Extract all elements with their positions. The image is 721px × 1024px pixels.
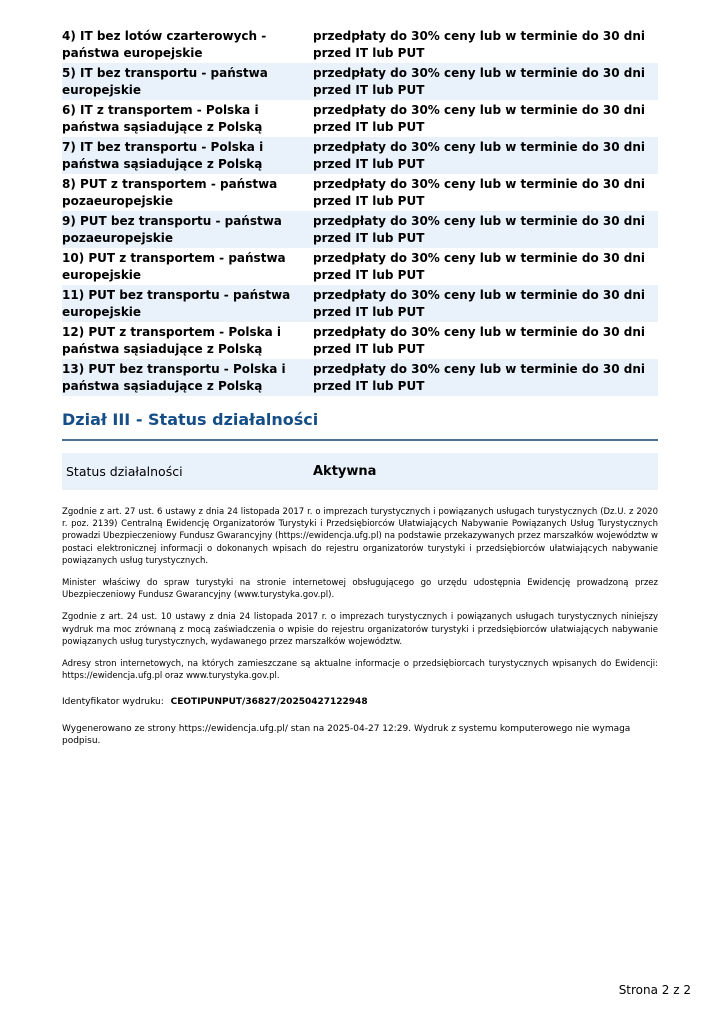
row-category-label: 6) IT z transportem - Polska i państwa sąsiadujące z Polską <box>62 103 263 134</box>
row-prepayment-value: przedpłaty do 30% ceny lub w terminie do 30 dni przed IT lub PUT <box>313 288 646 319</box>
row-prepayment-value: przedpłaty do 30% ceny lub w terminie do 30 dni przed IT lub PUT <box>313 362 646 393</box>
table-row <box>62 248 658 285</box>
row-prepayment-value: przedpłaty do 30% ceny lub w terminie do 30 dni przed IT lub PUT <box>313 29 646 60</box>
row-prepayment-value: przedpłaty do 30% ceny lub w terminie do 30 dni przed IT lub PUT <box>313 251 646 282</box>
row-category-label: 13) PUT bez transportu - Polska i państwa sąsiadujące z Polską <box>62 362 286 393</box>
status-value: Aktywna <box>313 464 377 479</box>
row-category-label: 4) IT bez lotów czarterowych - państwa europejskie <box>62 29 267 60</box>
table-row <box>62 285 658 322</box>
table-row <box>62 211 658 248</box>
print-identifier-label: Identyfikator wydruku: <box>62 697 164 708</box>
row-category-label: 9) PUT bez transportu - państwa pozaeuropejskie <box>62 214 282 245</box>
row-category-label: 11) PUT bez transportu - państwa europejskie <box>62 288 291 319</box>
row-prepayment-value: przedpłaty do 30% ceny lub w terminie do 30 dni przed IT lub PUT <box>313 140 646 171</box>
print-identifier-value: CEOTIPUNPUT/36827/20250427122948 <box>170 697 368 708</box>
row-prepayment-value: przedpłaty do 30% ceny lub w terminie do 30 dni przed IT lub PUT <box>313 103 646 134</box>
row-category-label: 8) PUT z transportem - państwa pozaeuropejskie <box>62 177 278 208</box>
table-row <box>62 26 658 63</box>
status-label: Status działalności <box>66 464 183 479</box>
legal-notes <box>62 506 658 682</box>
legal-paragraph-4: Adresy stron internetowych, na których zamieszczane są aktualne informacje o przedsiębiorcach turystycznych wpisanych do Ewidencji: https://ewidencja.ufg.pl oraz www.turystyka.gov.pl. <box>62 659 658 682</box>
table-row <box>62 137 658 174</box>
row-prepayment-value: przedpłaty do 30% ceny lub w terminie do 30 dni przed IT lub PUT <box>313 214 646 245</box>
row-category-label: 7) IT bez transportu - Polska i państwa sąsiadujące z Polską <box>62 140 264 171</box>
section-title-dzial-iii: Dział III - Status działalności <box>62 410 658 441</box>
legal-paragraph-2: Minister właściwy do spraw turystyki na stronie internetowej obsługującego go urzędu udostępnia Ewidencję prowadzoną przez Ubezpieczeniowy Fundusz Gwarancyjny (www.turystyka.gov.pl). <box>62 578 658 601</box>
row-category-label: 12) PUT z transportem - Polska i państwa sąsiadujące z Polską <box>62 325 281 356</box>
prepayment-conditions-table <box>62 26 658 396</box>
document-content <box>62 26 658 747</box>
legal-paragraph-3: Zgodnie z art. 24 ust. 10 ustawy z dnia 24 listopada 2017 r. o imprezach turystycznych i powiązanych usługach turystycznych niniejszy wydruk ma moc zrównaną z mocą zaświadczenia o wpisie do rejestru organizatorów turystyki i przedsiębiorców ułatwiających nabywanie powiązanych usług turystycznych, wydawanego przez marszałków województw. <box>62 612 658 647</box>
row-prepayment-value: przedpłaty do 30% ceny lub w terminie do 30 dni przed IT lub PUT <box>313 325 646 356</box>
table-row <box>62 100 658 137</box>
table-row <box>62 174 658 211</box>
table-row <box>62 63 658 100</box>
status-row <box>62 453 658 490</box>
row-category-label: 5) IT bez transportu - państwa europejskie <box>62 66 268 97</box>
row-prepayment-value: przedpłaty do 30% ceny lub w terminie do 30 dni przed IT lub PUT <box>313 66 646 97</box>
row-category-label: 10) PUT z transportem - państwa europejskie <box>62 251 286 282</box>
legal-paragraph-1: Zgodnie z art. 27 ust. 6 ustawy z dnia 24 listopada 2017 r. o imprezach turystycznych i powiązanych usługach turystycznych (Dz.U. z 2020 r. poz. 2139) Centralną Ewidencję Organizatorów Turystyki i Przedsiębiorców Ułatwiających Nabywanie Powiązanych Usług Turystycznych prowadzi Ubezpieczeniowy Fundusz Gwarancyjny (https://ewidencja.ufg.pl) na podstawie przekazywanych przez marszałków województw w postaci elektronicznej informacji o dokonanych wpisach do rejestru organizatorów turystyki i przedsiębiorców ułatwiających nabywanie powiązanych usług turystycznych. <box>62 507 658 566</box>
print-identifier-line <box>62 696 658 708</box>
row-prepayment-value: przedpłaty do 30% ceny lub w terminie do 30 dni przed IT lub PUT <box>313 177 646 208</box>
page-number: Strona 2 z 2 <box>618 983 691 997</box>
table-row <box>62 359 658 396</box>
table-row <box>62 322 658 359</box>
generated-note: Wygenerowano ze strony https://ewidencja.ufg.pl/ stan na 2025-04-27 12:29. Wydruk z systemu komputerowego nie wymaga podpisu. <box>62 724 631 747</box>
